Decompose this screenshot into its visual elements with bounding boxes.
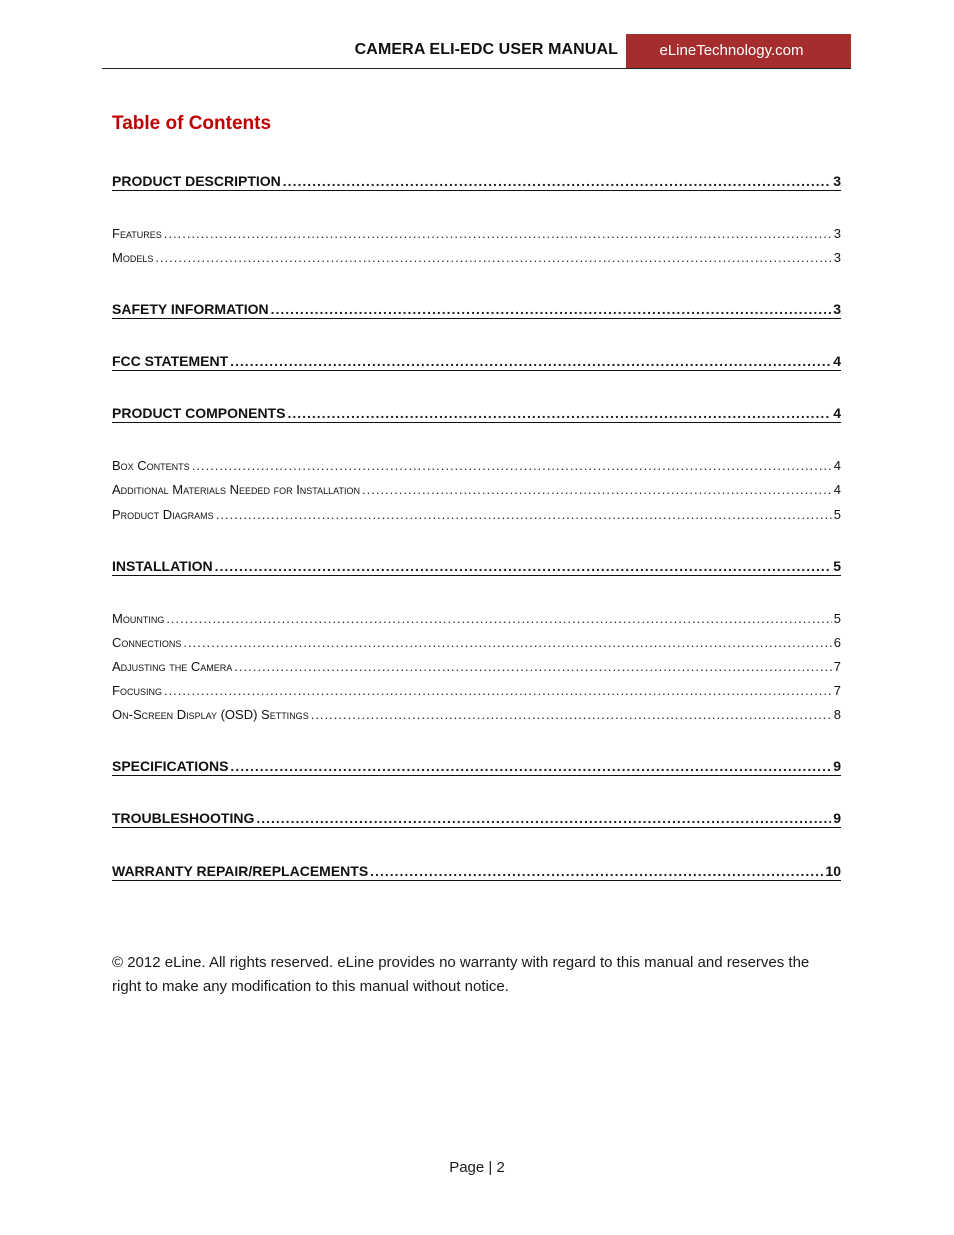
toc-entry-focusing[interactable] — [112, 682, 841, 699]
toc-entry-models[interactable] — [112, 249, 841, 266]
toc-entry-page: 7 — [833, 683, 841, 698]
toc-entry-label: SPECIFICATIONS — [112, 758, 229, 774]
toc-entry-label: Product Diagrams — [112, 507, 214, 522]
toc-entry-connections[interactable] — [112, 634, 841, 651]
toc-entry-product-description[interactable] — [112, 172, 841, 191]
toc-entry-page: 5 — [833, 611, 841, 626]
toc-dot-leader — [283, 172, 831, 190]
toc-entry-label: FCC STATEMENT — [112, 353, 229, 369]
toc-entry-mounting[interactable] — [112, 610, 841, 627]
header-divider — [102, 68, 851, 69]
toc-entry-label: WARRANTY REPAIR/REPLACEMENTS — [112, 863, 369, 879]
toc-dot-leader — [311, 706, 832, 723]
toc-entry-page: 7 — [833, 659, 841, 674]
toc-entry-box-contents[interactable] — [112, 457, 841, 474]
toc-dot-leader — [183, 634, 831, 651]
toc-entry-page: 8 — [833, 707, 841, 722]
toc-dot-leader — [271, 300, 832, 318]
copyright-notice: © 2012 eLine. All rights reserved. eLine provides no warranty with regard to this manual and reserves the right to make any modification to this manual without notice. — [112, 954, 810, 995]
toc-entry-page: 4 — [833, 458, 841, 473]
toc-dot-leader — [230, 757, 831, 775]
toc-dot-leader — [216, 506, 832, 523]
toc-dot-leader — [215, 557, 832, 575]
toc-entry-label: Box Contents — [112, 458, 190, 473]
toc-dot-leader — [166, 610, 831, 627]
toc-entry-page: 3 — [833, 301, 841, 317]
toc-dot-leader — [155, 249, 831, 266]
toc-dot-leader — [164, 682, 832, 699]
toc-dot-leader — [362, 481, 832, 498]
toc-entry-label: Mounting — [112, 611, 165, 626]
toc-entry-warranty[interactable] — [112, 862, 841, 881]
toc-entry-label: TROUBLESHOOTING — [112, 810, 255, 826]
header-title: CAMERA ELI-EDC USER MANUAL — [354, 41, 618, 58]
toc-entry-installation[interactable] — [112, 557, 841, 576]
toc-entry-label: PRODUCT COMPONENTS — [112, 405, 286, 421]
toc-entry-page: 9 — [833, 810, 841, 826]
toc-entry-page: 3 — [833, 250, 841, 265]
toc-entry-adjusting-the-camera[interactable] — [112, 658, 841, 675]
toc-entry-label: SAFETY INFORMATION — [112, 301, 269, 317]
toc-entry-page: 4 — [833, 482, 841, 497]
toc-entry-label: Models — [112, 250, 154, 265]
toc-entry-label: Connections — [112, 635, 182, 650]
toc-entry-product-diagrams[interactable] — [112, 506, 841, 523]
toc-entry-label: Additional Materials Needed for Installation — [112, 482, 360, 497]
page-number-footer: Page | 2 — [449, 1159, 505, 1176]
toc-entry-page: 5 — [833, 507, 841, 522]
toc-heading: Table of Contents — [112, 113, 272, 134]
toc-dot-leader — [370, 862, 823, 880]
toc-dot-leader — [230, 352, 831, 370]
toc-entry-additional-materials[interactable] — [112, 481, 841, 498]
toc-entry-product-components[interactable] — [112, 404, 841, 423]
toc-dot-leader — [164, 225, 832, 242]
toc-dot-leader — [192, 457, 832, 474]
toc-entry-page: 4 — [833, 405, 841, 421]
toc-entry-label: Features — [112, 226, 162, 241]
toc-entry-page: 3 — [833, 173, 841, 189]
toc-dot-leader — [234, 658, 831, 675]
toc-dot-leader — [256, 809, 831, 827]
toc-entry-fcc-statement[interactable] — [112, 352, 841, 371]
toc-entry-troubleshooting[interactable] — [112, 809, 841, 828]
header-website-badge: eLineTechnology.com — [626, 34, 851, 68]
toc-entry-safety-information[interactable] — [112, 300, 841, 319]
toc-entry-page: 6 — [833, 635, 841, 650]
toc-entry-specifications[interactable] — [112, 757, 841, 776]
toc-entry-label: Focusing — [112, 683, 162, 698]
toc-entry-page: 5 — [833, 558, 841, 574]
toc-dot-leader — [287, 404, 831, 422]
toc-entry-page: 9 — [833, 758, 841, 774]
toc-entry-page: 10 — [825, 863, 841, 879]
toc-entry-page: 4 — [833, 353, 841, 369]
toc-entry-label: Adjusting the Camera — [112, 659, 233, 674]
toc-entry-label: PRODUCT DESCRIPTION — [112, 173, 281, 189]
toc-entry-label: INSTALLATION — [112, 558, 213, 574]
toc-entry-page: 3 — [833, 226, 841, 241]
toc-entry-features[interactable] — [112, 225, 841, 242]
toc-entry-osd-settings[interactable] — [112, 706, 841, 723]
toc-entry-label: On-Screen Display (OSD) Settings — [112, 707, 309, 722]
